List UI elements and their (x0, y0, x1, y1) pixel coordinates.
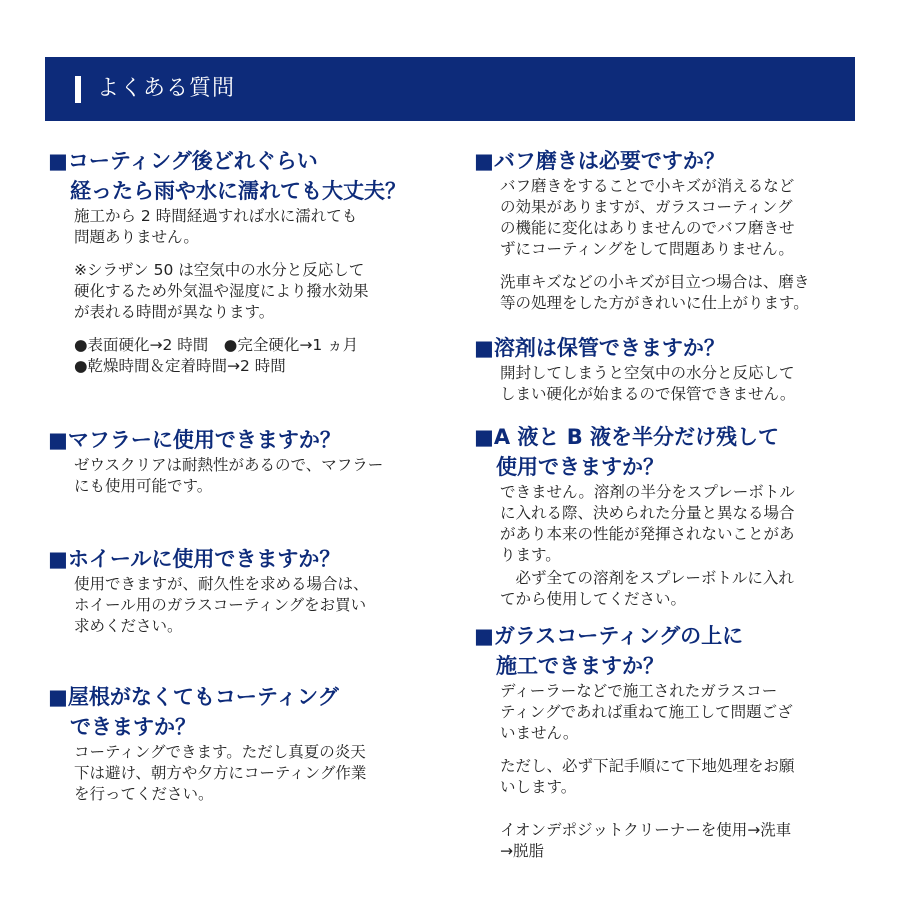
faq-question (474, 146, 809, 176)
faq-answer-line: 施工から 2 時間経過すれば水に濡れても (74, 207, 358, 225)
faq-answer-paragraph (48, 455, 383, 497)
faq-answer-paragraph (48, 742, 366, 805)
faq-answer-line: に入れる際、決められた分量と異なる場合 (500, 504, 795, 522)
faq-answer-line: バフ磨きをすることで小キズが消えるなど (500, 177, 795, 195)
faq-answer-paragraph (474, 482, 795, 566)
faq-answer-paragraph (48, 206, 406, 248)
header-accent-bar (75, 76, 81, 103)
faq-answer-paragraph (48, 260, 406, 323)
faq-answer-line: ●乾燥時間＆定着時間→2 時間 (74, 357, 286, 375)
faq-question (474, 333, 795, 363)
faq-item (474, 146, 809, 314)
faq-question-line: ■ガラスコーティングの上に (474, 624, 744, 648)
faq-answer-paragraph (474, 568, 795, 610)
faq-answer-line: 下は避け、朝方や夕方にコーティング作業 (74, 764, 367, 782)
faq-answer-paragraph (474, 363, 795, 405)
faq-answer-line: 硬化するため外気温や湿度により撥水効果 (74, 282, 369, 300)
faq-answer-line: いします。 (500, 778, 577, 796)
faq-answer-line: の機能に変化はありませんのでバフ磨きせ (500, 219, 795, 237)
faq-answer-line: 等の処理をした方がきれいに仕上がります。 (500, 294, 809, 312)
faq-question (48, 146, 406, 206)
faq-question-line: ■ホイールに使用できますか？ (48, 547, 341, 571)
faq-answer-line: 求めください。 (74, 617, 183, 635)
faq-item (48, 544, 369, 637)
faq-question-line: ■A 液と B 液を半分だけ残して (474, 425, 780, 449)
faq-answer-line: ティングであれば重ねて施工して問題ござ (500, 703, 793, 721)
faq-answer-line: ゼウスクリアは耐熱性があるので、マフラー (74, 456, 384, 474)
faq-question-line: できますか？ (70, 715, 196, 739)
faq-answer-line: ●表面硬化→2 時間 ●完全硬化→1 ヵ月 (74, 336, 359, 354)
faq-answer-line: 問題ありません。 (74, 228, 199, 246)
faq-answer-line: ホイール用のガラスコーティングをお買い (74, 596, 367, 614)
faq-answer-line: ただし、必ず下記手順にて下地処理をお願 (500, 757, 795, 775)
faq-question (48, 425, 383, 455)
faq-answer-paragraph (48, 574, 369, 637)
faq-answer-line: しまい硬化が始まるので保管できません。 (500, 385, 796, 403)
faq-question-line: ■コーティング後どれぐらい (48, 149, 318, 173)
faq-answer-line: にも使用可能です。 (74, 477, 213, 495)
faq-answer-paragraph (474, 756, 795, 798)
faq-item (474, 422, 795, 610)
faq-answer-paragraph (474, 272, 809, 314)
faq-item (48, 146, 406, 377)
faq-question-line: ■マフラーに使用できますか？ (48, 428, 341, 452)
page-title: よくある質問 (97, 76, 236, 101)
faq-item (474, 333, 795, 405)
faq-answer-line: 洗車キズなどの小キズが目立つ場合は、磨き (500, 273, 810, 291)
faq-answer-line: の効果がありますが、ガラスコーティング (500, 198, 793, 216)
faq-answer-line: できません。溶剤の半分をスプレーボトル (500, 483, 795, 501)
faq-item (48, 425, 383, 497)
faq-answer-line: が表れる時間が異なります。 (74, 303, 275, 321)
faq-answer-paragraph (474, 681, 795, 744)
faq-question-line: ■溶剤は保管できますか？ (474, 336, 725, 360)
faq-answer-line: →脱脂 (500, 842, 544, 860)
faq-question-line: ■屋根がなくてもコーティング (48, 685, 339, 709)
faq-answer-paragraph (474, 820, 795, 862)
faq-question (474, 621, 795, 681)
faq-answer-line: ディーラーなどで施工されたガラスコー (500, 682, 778, 700)
faq-answer-line: ずにコーティングをして問題ありません。 (500, 240, 794, 258)
faq-item (48, 682, 366, 805)
faq-answer-line: 必ず全ての溶剤をスプレーボトルに入れ (500, 569, 794, 587)
faq-answer-line: を行ってください。 (74, 785, 214, 803)
faq-answer-line: いません。 (500, 724, 579, 742)
faq-answer-paragraph (48, 335, 406, 377)
faq-item (474, 621, 795, 862)
faq-answer-line: ります。 (500, 546, 561, 564)
faq-question-line: 施工できますか？ (496, 654, 664, 678)
faq-question-line: 使用できますか？ (496, 455, 664, 479)
faq-question-line: 経ったら雨や水に濡れても大丈夫？ (70, 179, 406, 203)
faq-answer-line: ※シラザン 50 は空気中の水分と反応して (74, 261, 365, 279)
faq-answer-line: コーティングできます。ただし真夏の炎天 (74, 743, 366, 761)
faq-header (45, 57, 855, 121)
faq-answer-line: イオンデポジットクリーナーを使用→洗車 (500, 821, 792, 839)
faq-question-line: ■バフ磨きは必要ですか？ (474, 149, 725, 173)
faq-answer-line: 開封してしまうと空気中の水分と反応して (500, 364, 795, 382)
faq-question (48, 682, 366, 742)
faq-question (474, 422, 795, 482)
faq-question (48, 544, 369, 574)
faq-answer-line: 使用できますが、耐久性を求める場合は、 (74, 575, 369, 593)
faq-answer-line: てから使用してください。 (500, 590, 687, 608)
faq-answer-paragraph (474, 176, 809, 260)
faq-answer-line: があり本来の性能が発揮されないことがあ (500, 525, 795, 543)
